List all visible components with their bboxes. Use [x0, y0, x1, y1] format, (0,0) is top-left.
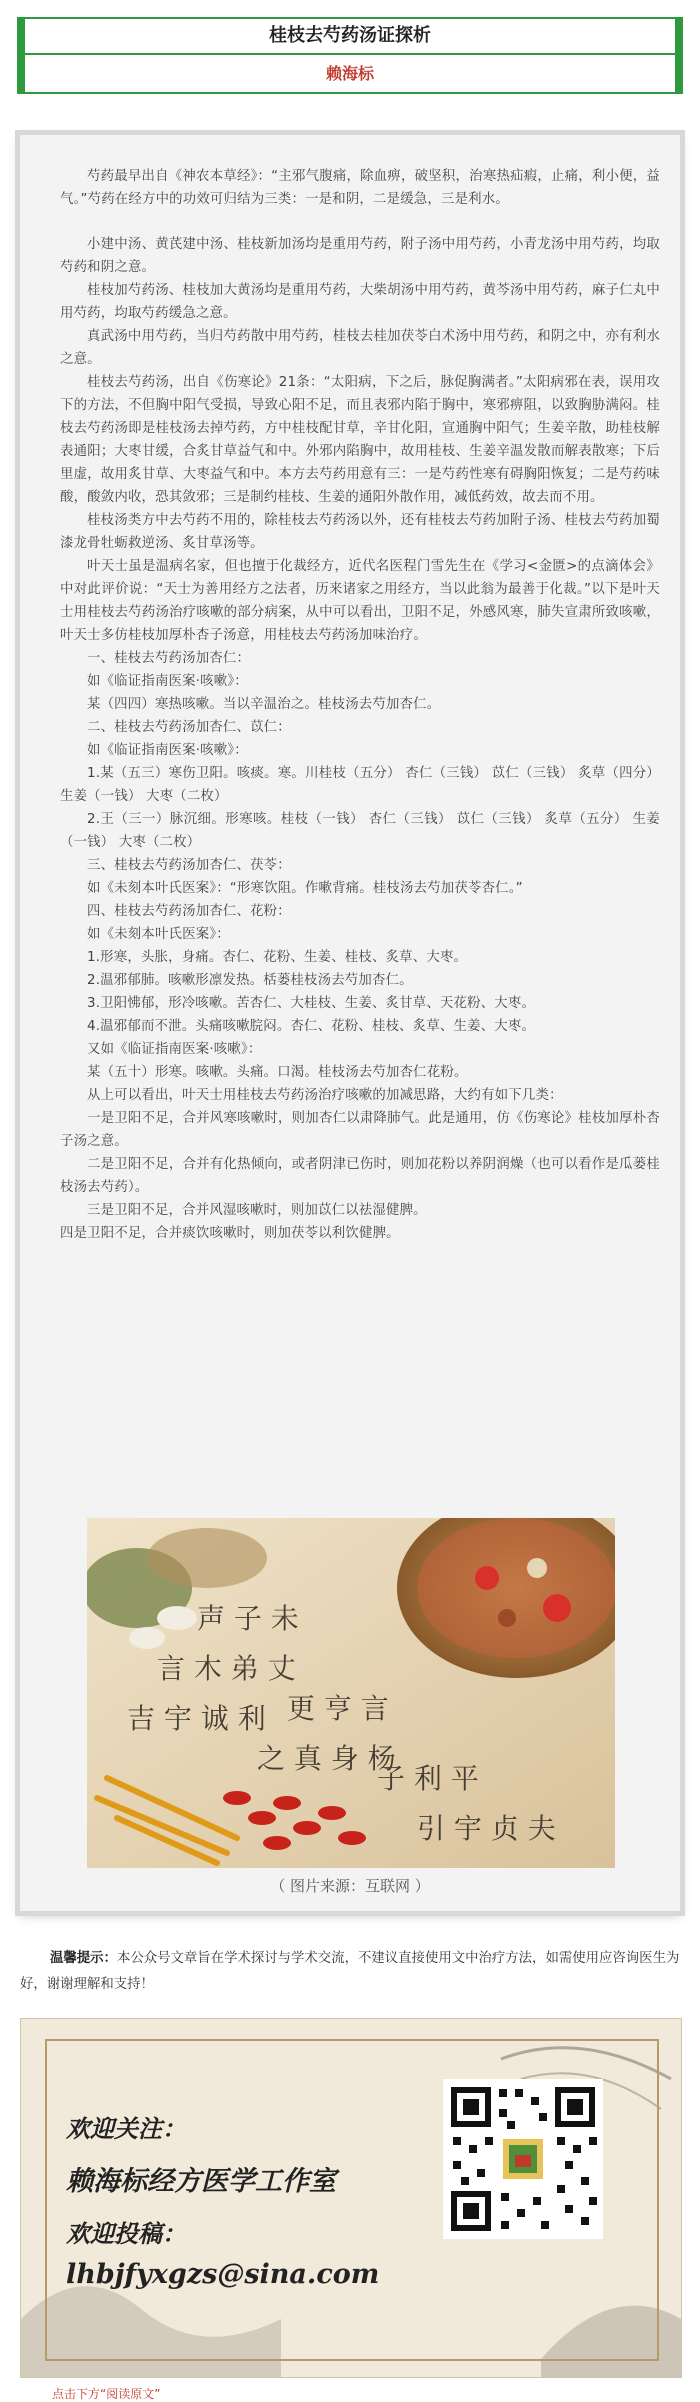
article-title: 桂枝去芍药汤证探析	[19, 19, 681, 55]
article-paragraph: 真武汤中用芍药，当归芍药散中用芍药，桂枝去桂加茯苓白术汤中用芍药，和阴之中，亦有利水之意。	[60, 329, 660, 367]
article-paragraph: 一、桂枝去芍药汤加杏仁：	[87, 651, 251, 666]
article-paragraph: 小建中汤、黄芪建中汤、桂枝新加汤均是重用芍药，附子汤中用芍药，小青龙汤中用芍药，均取芍药和阴之意。	[60, 237, 660, 275]
herbal-medicine-photo	[87, 1518, 615, 1868]
article-paragraph: 桂枝加芍药汤、桂枝加大黄汤均是重用芍药，大柴胡汤中用芍药，黄芩汤中用芍药，麻子仁丸中用芍药，均取芍药缓急之意。	[60, 283, 660, 321]
submission-email: lhbjfyxgzs@sina.com	[66, 2259, 380, 2290]
submission-label: 欢迎投稿：	[66, 2219, 186, 2248]
article-paragraph: 四是卫阳不足，合并痰饮咳嗽时，则加茯苓以利饮健脾。	[60, 1226, 400, 1241]
article-paragraph: 某（四四）寒热咳嗽。当以辛温治之。桂枝汤去芍加杏仁。	[87, 697, 441, 712]
article-paragraph: 1.形寒，头胀，身痛。杏仁、花粉、生姜、桂枝、炙草、大枣。	[87, 950, 468, 965]
article-paragraph: 叶天士虽是温病名家，但也擅于化裁经方，近代名医程门雪先生在《学习<金匮>的点滴体会》中对此评价说：“天士为善用经方之法者，历来诸家之用经方，当以此翁为最善于化裁。”以下是叶天士用桂枝去芍药汤治疗咳嗽的部分病案，从中可以看出，卫阳不足，外感风寒，肺失宣肃所致咳嗽，叶天士多仿桂枝加厚朴杏子汤意，用桂枝去芍药汤加味治疗。	[60, 559, 660, 643]
article-paragraph: 2.王（三一）脉沉细。形寒咳。桂枝（一钱） 杏仁（三钱） 苡仁（三钱） 炙草（五分） 生姜（一钱） 大枣（二枚）	[60, 812, 660, 850]
paragraph-gap	[60, 211, 660, 233]
article-paragraph: 三是卫阳不足，合并风湿咳嗽时，则加苡仁以祛湿健脾。	[87, 1203, 427, 1218]
article-paragraph: 桂枝去芍药汤，出自《伤寒论》21条：“太阳病，下之后，脉促胸满者。”太阳病邪在表，误用攻下的方法，不但胸中阳气受损，导致心阳不足，而且表邪内陷于胸中，寒邪痹阻，以致胸胁满闷。桂枝去芍药汤即是桂枝汤去掉芍药，方中桂枝配甘草，辛甘化阳，宣通胸中阳气；生姜辛散，助桂枝解表通阳；大枣甘缓，合炙甘草益气和中。外邪内陷胸中，故用桂枝、生姜辛温发散而解表散寒；下后里虚，故用炙甘草、大枣益气和中。本方去芍药用意有三：一是芍药性寒有碍胸阳恢复；二是芍药味酸，酸敛内收，恐其敛邪；三是制约桂枝、生姜的通阳外散作用，减低药效，故去而不用。	[60, 375, 660, 505]
image-caption: （ 图片来源：互联网 ）	[270, 1877, 430, 1895]
svg-text:更 亨 言: 更 亨 言	[287, 1692, 389, 1725]
reminder-notice	[20, 1946, 680, 1998]
studio-name: 赖海标经方医学工作室	[66, 2166, 336, 2197]
article-header	[17, 17, 683, 94]
article-paragraph: 从上可以看出，叶天士用桂枝去芍药汤治疗咳嗽的加减思路，大约有如下几类：	[87, 1088, 563, 1103]
reminder-text: 本公众号文章旨在学术探讨与学术交流，不建议直接使用文中治疗方法，如需使用应咨询医生为好，谢谢理解和支持！	[20, 1951, 680, 1992]
article-paragraph: 1.某（五三）寒伤卫阳。咳痰。寒。川桂枝（五分） 杏仁（三钱） 苡仁（三钱） 炙草（四分） 生姜（一钱） 大枣（二枚）	[60, 766, 660, 804]
read-original-link[interactable]: 点击下方“阅读原文”	[52, 2387, 161, 2401]
article-paragraph: 某（五十）形寒。咳嗽。头痛。口渴。桂枝汤去芍加杏仁花粉。	[87, 1065, 468, 1080]
article-paragraph: 一是卫阳不足，合并风寒咳嗽时，则加杏仁以肃降肺气。此是通用，仿《伤寒论》桂枝加厚朴杏子汤之意。	[60, 1111, 660, 1149]
article-paragraph: 四、桂枝去芍药汤加杏仁、花粉：	[87, 904, 291, 919]
article-paragraph: 二、桂枝去芍药汤加杏仁、苡仁：	[87, 720, 291, 735]
article-card	[20, 135, 680, 1911]
article-paragraph: 2.温邪郁肺。咳嗽形凛发热。栝蒌桂枝汤去芍加杏仁。	[87, 973, 413, 988]
svg-text:吉 宇 诚 利: 吉 宇 诚 利	[127, 1702, 266, 1735]
article-paragraph: 4.温邪郁而不泄。头痛咳嗽脘闷。杏仁、花粉、桂枝、炙草、生姜、大枣。	[87, 1019, 536, 1034]
reminder-label: 温馨提示：	[50, 1951, 117, 1966]
svg-text:子 利 平: 子 利 平	[377, 1762, 479, 1795]
article-paragraph: 三、桂枝去芍药汤加杏仁、茯苓：	[87, 858, 291, 873]
svg-text:引 宇 贞 夫: 引 宇 贞 夫	[417, 1812, 556, 1845]
svg-text:声 子 未: 声 子 未	[197, 1602, 299, 1635]
article-paragraph: 3.卫阳怫郁，形冷咳嗽。苦杏仁、大桂枝、生姜、炙甘草、天花粉、大枣。	[87, 996, 536, 1011]
svg-text:言 木 弟 丈: 言 木 弟 丈	[157, 1652, 296, 1685]
svg-text:之 真 身 杨: 之 真 身 杨	[257, 1742, 396, 1775]
qr-code	[443, 2079, 603, 2239]
article-paragraph: 如《临证指南医案·咳嗽》：	[87, 743, 248, 758]
article-paragraph: 二是卫阳不足，合并有化热倾向，或者阴津已伤时，则加花粉以养阴润燥（也可以看作是瓜蒌桂枝汤去芍药）。	[60, 1157, 660, 1195]
article-paragraph: 如《临证指南医案·咳嗽》：	[87, 674, 248, 689]
article-paragraph: 如《未刻本叶氏医案》：	[87, 927, 230, 942]
article-paragraph: 如《未刻本叶氏医案》：“形寒饮阻。作嗽背痛。桂枝汤去芍加茯苓杏仁。”	[87, 881, 523, 896]
article-paragraph: 芍药最早出自《神农本草经》：“主邪气腹痛，除血痹，破坚积，治寒热疝瘕，止痛，利小便，益气。”芍药在经方中的功效可归结为三类：一是和阴，二是缓急，三是利水。	[60, 169, 660, 207]
article-author: 赖海标	[325, 64, 374, 83]
article-body	[60, 165, 660, 1245]
article-paragraph: 又如《临证指南医案·咳嗽》：	[87, 1042, 262, 1057]
follow-label: 欢迎关注：	[66, 2114, 186, 2143]
article-paragraph: 桂枝汤类方中去芍药不用的，除桂枝去芍药汤以外，还有桂枝去芍药加附子汤、桂枝去芍药加蜀漆龙骨牡蛎救逆汤、炙甘草汤等。	[60, 513, 660, 551]
studio-promo-card	[20, 2018, 682, 2378]
